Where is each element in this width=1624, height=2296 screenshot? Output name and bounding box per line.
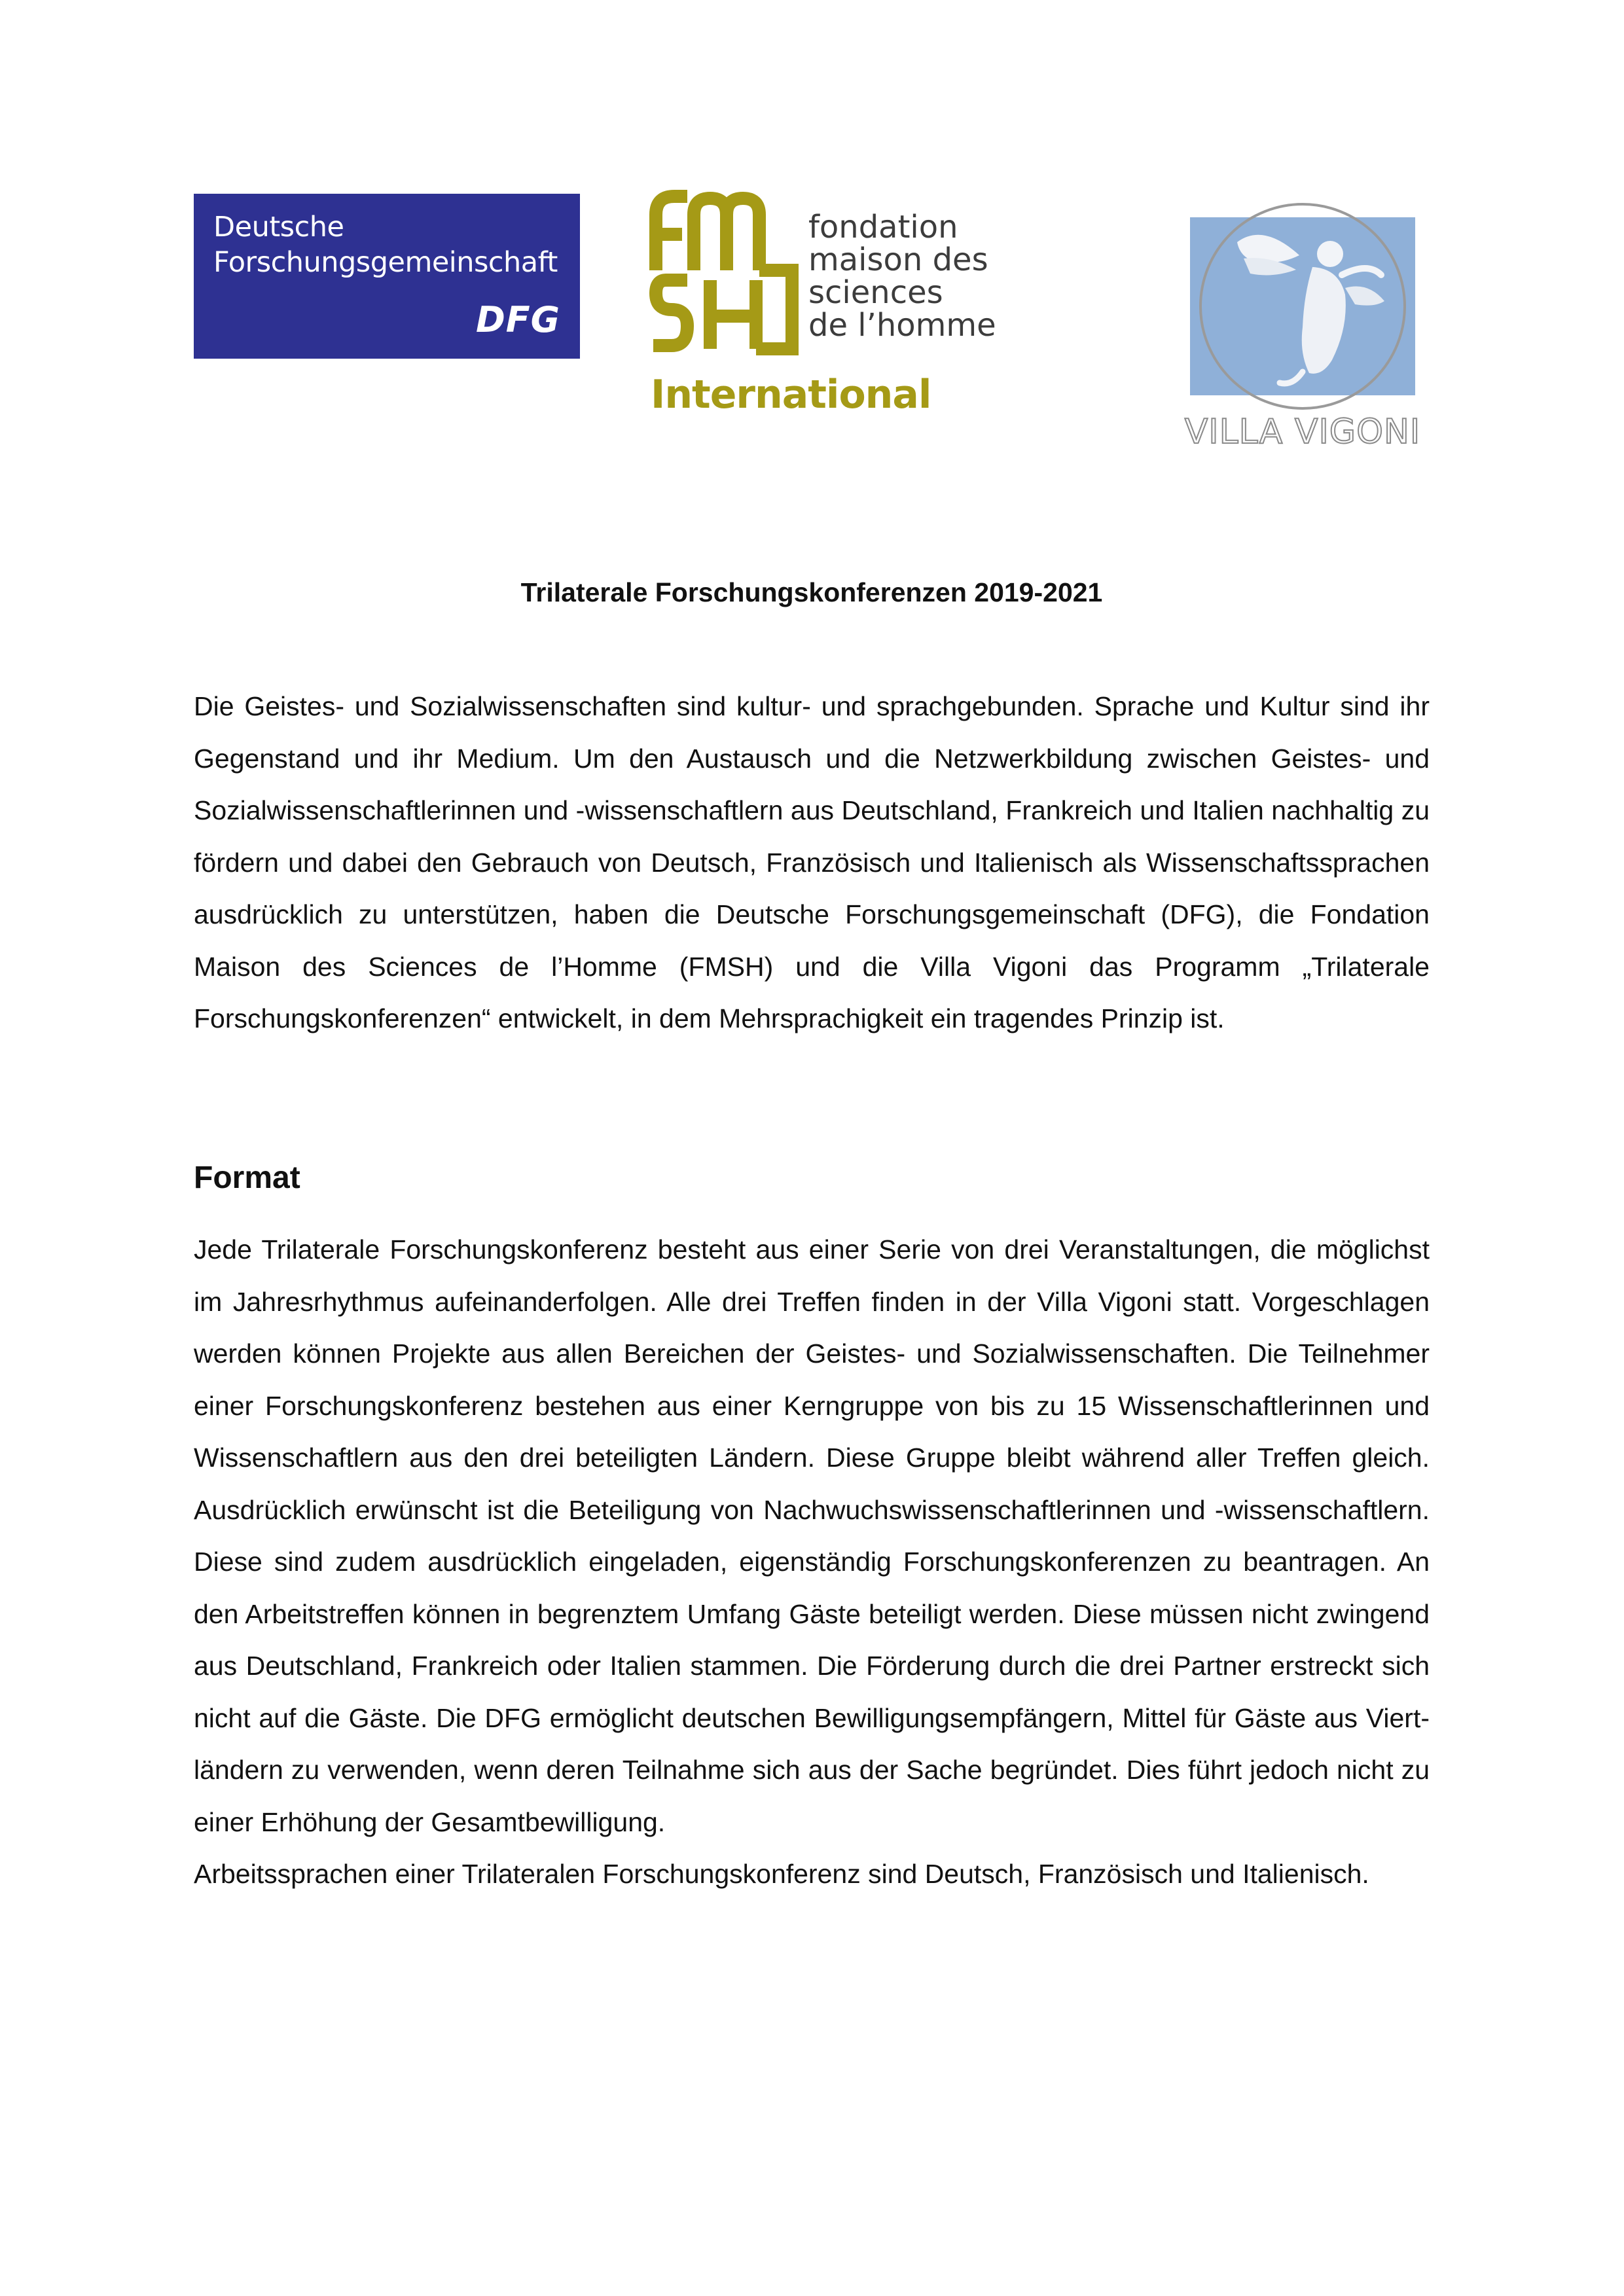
format-section-body [194,1224,1430,1901]
logo-header [0,0,1624,484]
villa-vigoni-logo-text: VILLA VIGONI [1184,412,1421,452]
fmsh-logo-line1: fondation [808,209,958,245]
dfg-logo-line2: Forschungsgemeinschaft [213,246,558,279]
fmsh-logo [648,188,1015,424]
intro-paragraph [194,681,1430,1045]
angel-emblem-icon [1159,196,1447,412]
fmsh-monogram-icon [648,188,805,359]
fmsh-logo-text [808,211,996,342]
dfg-logo-line1: Deutsche [213,211,344,243]
fmsh-logo-international: International [651,372,931,418]
fmsh-logo-line2: maison des [808,242,988,278]
page-title: Trilaterale Forschungskonferenzen 2019-2021 [520,577,1103,607]
fmsh-logo-line3: sciences [808,274,943,311]
dfg-logo-abbr: DFG [475,299,560,340]
format-paragraph-1: Jede Trilaterale Forschungskonferenz besteht aus einer Serie von drei Veranstaltungen, die möglichst im Jahresrhythmus aufeinanderfolgen. Alle drei Treffen finden in der Villa Vigoni statt. Vorgeschlagen werden können Projekte aus allen Bereichen der Geistes- und Sozialwissenschaften. Die Teilnehmer einer Forschungskonferenz bestehen aus einer Kerngruppe von bis zu 15 Wissenschaftlerinnen und Wissenschaftlern aus den drei beteiligten Ländern. Diese Gruppe bleibt während aller Treffen gleich. Ausdrücklich erwünscht ist die Beteiligung von Nachwuchswissenschaftlerinnen und -wissenschaftlern. Diese sind zudem ausdrücklich eingeladen, eigenständig Forschungskonferenzen zu beantragen. An den Arbeitstreffen können in begrenztem Umfang Gäste beteiligt werden. Diese müssen nicht zwingend aus Deutschland, Frankreich oder Italien stammen. Die Förderung durch die drei Partner erstreckt sich nicht auf die Gäste. Die DFG ermöglicht deutschen Bewilligungsempfängern, Mittel für Gäste aus Viertländern zu verwenden, wenn deren Teilnahme sich aus der Sache begründet. Dies führt jedoch nicht zu einer Erhöhung der Gesamtbewilligung. [194,1234,1430,1837]
intro-text: Die Geistes- und Sozialwissenschaften sind kultur- und sprachgebunden. Sprache und Kultur sind ihr Gegenstand und ihr Medium. Um den Austausch und die Netzwerkbildung zwischen Geistes- und Sozialwissenschaftlerinnen und -wissenschaftlern aus Deutschland, Frankreich und Italien nachhaltig zu fördern und dabei den Gebrauch von Deutsch, Französisch und Italienisch als Wissenschaftssprachen ausdrücklich zu unterstützen, haben die Deutsche Forschungsgemeinschaft (DFG), die Fondation Maison des Sciences de l’Homme (FMSH) und die Villa Vigoni das Programm „Trilaterale Forschungskonferenzen“ entwickelt, in dem Mehrsprachigkeit ein tragendes Prinzip ist. [194,691,1430,1033]
format-paragraph-2: Arbeitssprachen einer Trilateralen Forschungskonferenz sind Deutsch, Französisch und Italienisch. [194,1859,1369,1889]
fmsh-logo-line4: de l’homme [808,307,996,344]
dfg-logo [194,194,580,359]
villa-vigoni-logo [1159,196,1447,458]
section-heading-format: Format [194,1160,300,1195]
